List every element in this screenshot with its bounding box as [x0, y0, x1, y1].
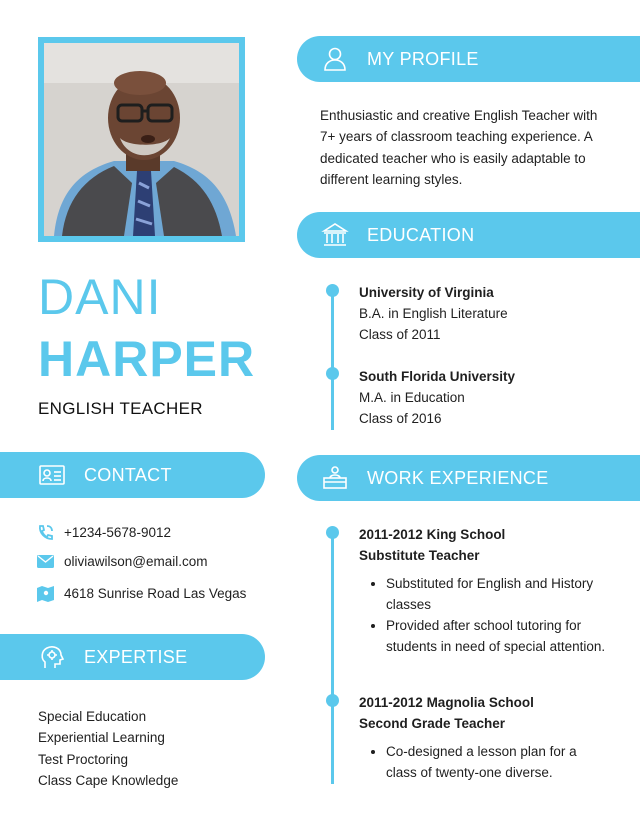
contact-section-header — [0, 452, 265, 498]
id-card-icon — [36, 459, 68, 491]
user-icon — [319, 43, 351, 75]
profile-photo — [44, 43, 239, 236]
education-entry — [359, 282, 508, 345]
work-entry — [359, 692, 534, 734]
contact-phone-row — [36, 523, 171, 541]
education-timeline-dot — [326, 367, 339, 380]
contact-email[interactable]: oliviawilson@email.com — [64, 553, 208, 569]
contact-section-title: CONTACT — [84, 464, 172, 485]
phone-icon — [36, 523, 54, 541]
contact-address: 4618 Sunrise Road Las Vegas — [64, 585, 247, 601]
first-name: DANI — [38, 269, 162, 325]
expertise-section-header — [0, 634, 265, 680]
work-timeline-line — [331, 532, 334, 784]
profile-summary: Enthusiastic and creative English Teacher with 7+ years of classroom teaching experience. A dedicated teacher who is easily adaptable to different learning styles. — [320, 108, 598, 187]
education-section-title: EDUCATION — [367, 224, 475, 245]
map-icon — [36, 584, 54, 602]
education-degree: B.A. in English Literature — [359, 306, 508, 321]
desk-icon — [319, 462, 351, 494]
work-section-header — [297, 455, 640, 501]
work-bullets — [359, 741, 609, 783]
work-bullets — [359, 573, 609, 657]
work-period-school: 2011-2012 Magnolia School — [359, 695, 534, 710]
head-gear-icon — [36, 641, 68, 673]
expertise-section-title: EXPERTISE — [84, 646, 188, 667]
profile-section-title: MY PROFILE — [367, 48, 479, 69]
last-name: HARPER — [38, 331, 256, 387]
work-role: Substitute Teacher — [359, 548, 480, 563]
bank-icon — [319, 219, 351, 251]
contact-email-row — [36, 552, 208, 570]
expertise-item: Class Cape Knowledge — [38, 772, 179, 788]
education-entry — [359, 366, 515, 429]
contact-address-row — [36, 584, 246, 602]
expertise-item: Special Education — [38, 709, 147, 724]
profile-section-header — [297, 36, 640, 82]
education-school: South Florida University — [359, 369, 516, 384]
work-timeline-dot — [326, 694, 339, 707]
work-role: Second Grade Teacher — [359, 716, 506, 731]
expertise-item: Experiential Learning — [38, 730, 165, 746]
mail-icon — [36, 552, 54, 570]
expertise-item: Test Proctoring — [38, 751, 129, 767]
expertise-list — [38, 706, 178, 791]
education-class: Class of 2016 — [359, 411, 442, 426]
work-period-school: 2011-2012 King School — [359, 527, 506, 542]
work-bullet: • Co-designed a lesson plan for a class of twenty-one diverse. — [386, 741, 609, 783]
education-class: Class of 2011 — [359, 327, 441, 342]
profile-photo-frame — [38, 37, 245, 242]
work-bullet: • Provided after school tutoring for students in need of special attention. — [386, 615, 609, 657]
work-section-title: WORK EXPERIENCE — [367, 467, 549, 488]
education-timeline-dot — [326, 284, 339, 297]
job-title: ENGLISH TEACHER — [38, 399, 203, 418]
education-school: University of Virginia — [359, 285, 494, 300]
contact-phone[interactable]: +1234-5678-9012 — [64, 524, 171, 540]
education-degree: M.A. in Education — [359, 390, 465, 405]
work-entry — [359, 524, 505, 566]
work-bullet: • Substituted for English and History classes — [386, 573, 609, 615]
education-section-header — [297, 212, 640, 258]
work-timeline-dot — [326, 526, 339, 539]
portrait-illustration — [44, 43, 239, 236]
education-timeline-line — [331, 290, 334, 430]
